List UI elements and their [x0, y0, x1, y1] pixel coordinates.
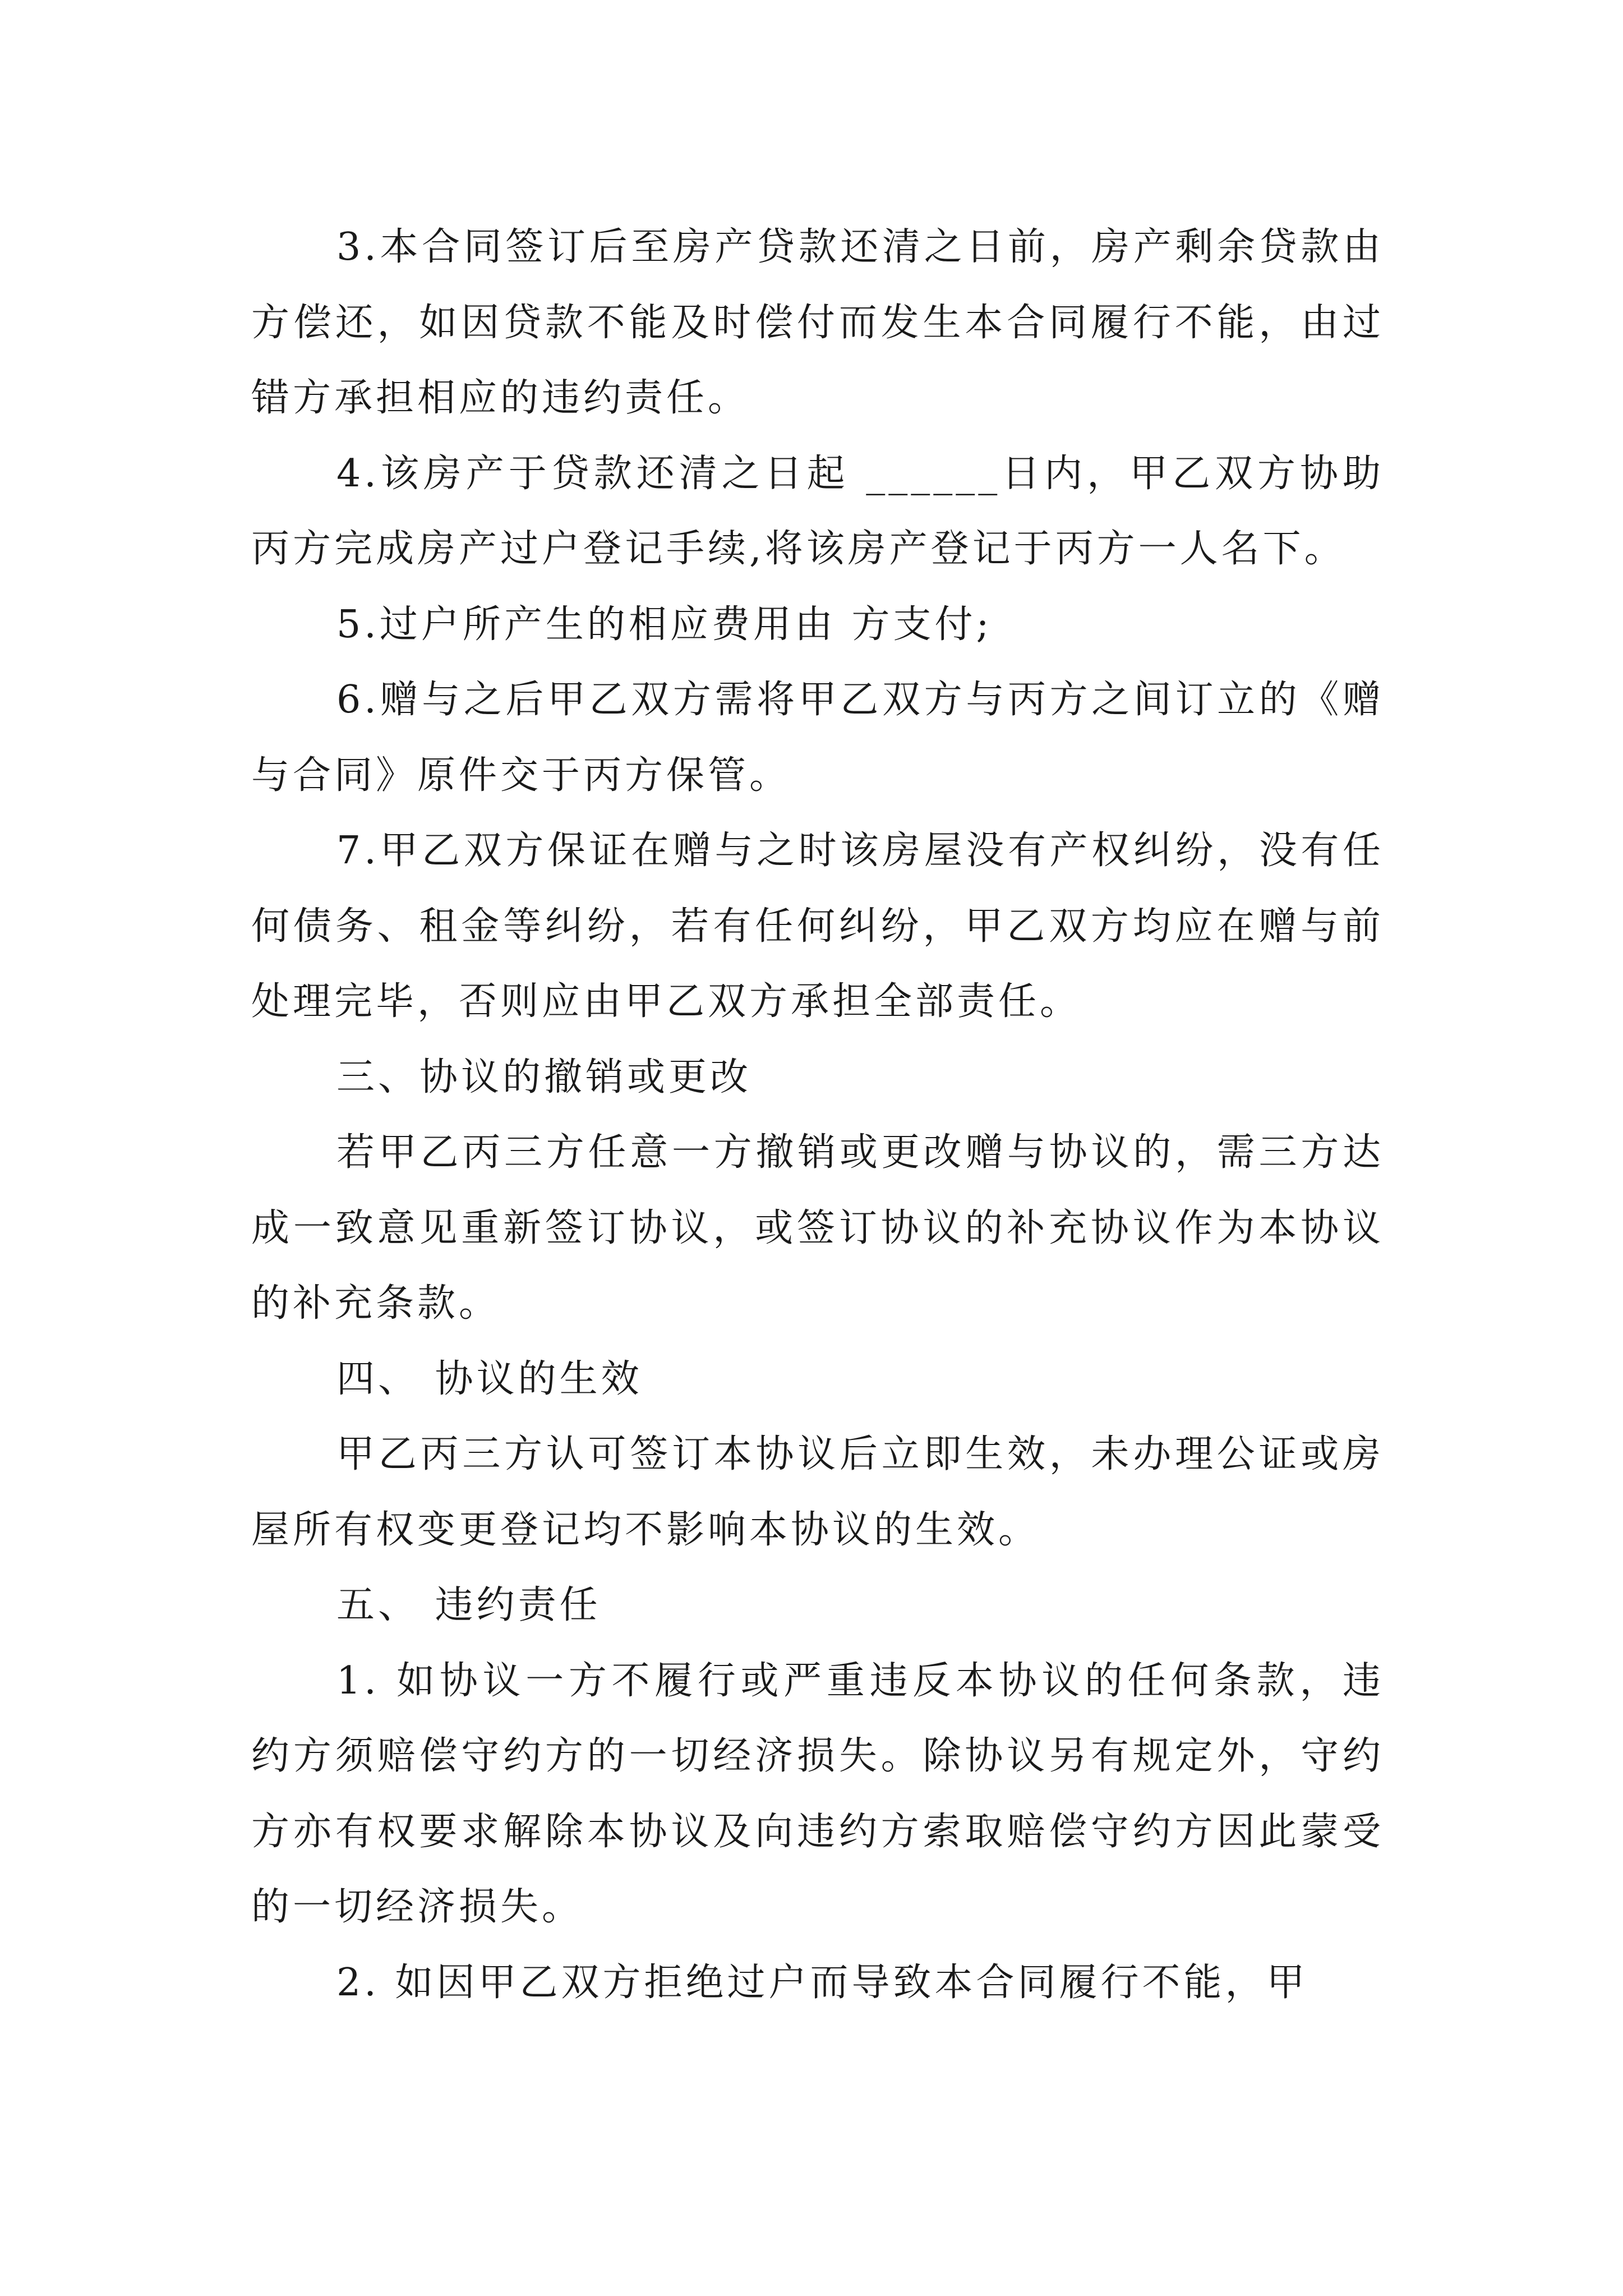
document-body — [251, 210, 1400, 2021]
clause-3-paragraph: 3.本合同签订后至房产贷款还清之日前，房产剩余贷款由 方偿还，如因贷款不能及时偿付而发生本合同履行不能，由过错方承担相应的违约责任。 — [251, 225, 1400, 420]
section-4-body: 甲乙丙三方认可签订本协议后立即生效，未办理公证或房屋所有权变更登记均不影响本协议的生效。 — [251, 1432, 1384, 1552]
clause-6-paragraph: 6.赠与之后甲乙双方需将甲乙双方与丙方之间订立的《赠与合同》原件交于丙方保管。 — [251, 678, 1384, 798]
clause-7-paragraph: 7.甲乙双方保证在赠与之时该房屋没有产权纠纷，没有任何债务、租金等纠纷，若有任何纠纷，甲乙双方均应在赠与前处理完毕，否则应由甲乙双方承担全部责任。 — [251, 829, 1384, 1024]
section-4-heading: 四、 协议的生效 — [336, 1356, 643, 1401]
breach-1-paragraph: 1. 如协议一方不履行或严重违反本协议的任何条款，违约方须赔偿守约方的一切经济损失。除协议另有规定外，守约方亦有权要求解除本协议及向违约方索取赔偿守约方因此蒙受的一切经济损失。 — [251, 1658, 1384, 1929]
breach-2-paragraph: 2. 如因甲乙双方拒绝过户而导致本合同履行不能，甲 — [336, 1960, 1308, 2005]
section-3-body: 若甲乙丙三方任意一方撤销或更改赠与协议的，需三方达成一致意见重新签订协议，或签订协议的补充协议作为本协议的补充条款。 — [251, 1130, 1384, 1326]
section-3-heading: 三、协议的撤销或更改 — [336, 1055, 752, 1099]
clause-5-paragraph: 5.过户所产生的相应费用由 方支付; — [336, 602, 993, 647]
section-5-heading: 五、 违约责任 — [336, 1583, 601, 1627]
clause-4-paragraph: 4.该房产于贷款还清之日起 ______日内，甲乙双方协助丙方完成房产过户登记手续,将该房产登记于丙方一人名下。 — [251, 451, 1384, 571]
